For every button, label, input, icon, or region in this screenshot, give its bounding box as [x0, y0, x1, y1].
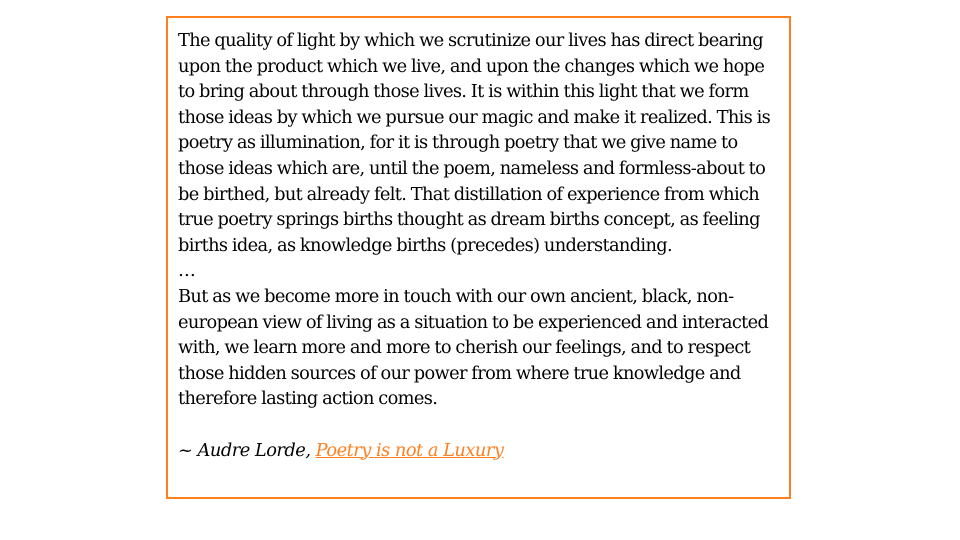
spacer [178, 412, 781, 438]
attribution [178, 438, 781, 464]
quote-paragraph-1: The quality of light by which we scrutinize our lives has direct bearing upon the product which we live, and upon the changes which we hope to bring about through those lives. It is within this light that we form those ideas by which we pursue our magic and make it realized. This is poetry as illumination, for it is through poetry that we give name to those ideas which are, until the poem, nameless and formless-about to be birthed, but already felt. That distillation of experience from which true poetry springs births thought as dream births concept, as feeling births idea, as knowledge births (precedes) understanding. [178, 30, 771, 256]
source-link[interactable]: Poetry is not a Luxury [315, 439, 504, 461]
quote-paragraph-2: But as we become more in touch with our own ancient, black, non-european view of living as a situation to be experienced and interacted with, we learn more and more to cherish our feelings, and to respect those hidden sources of our power from where true knowledge and therefore lasting action comes. [178, 285, 769, 410]
quote-box [166, 16, 791, 499]
attribution-prefix: ~ Audre Lorde, [178, 439, 316, 461]
quote-ellipsis: … [178, 260, 196, 282]
